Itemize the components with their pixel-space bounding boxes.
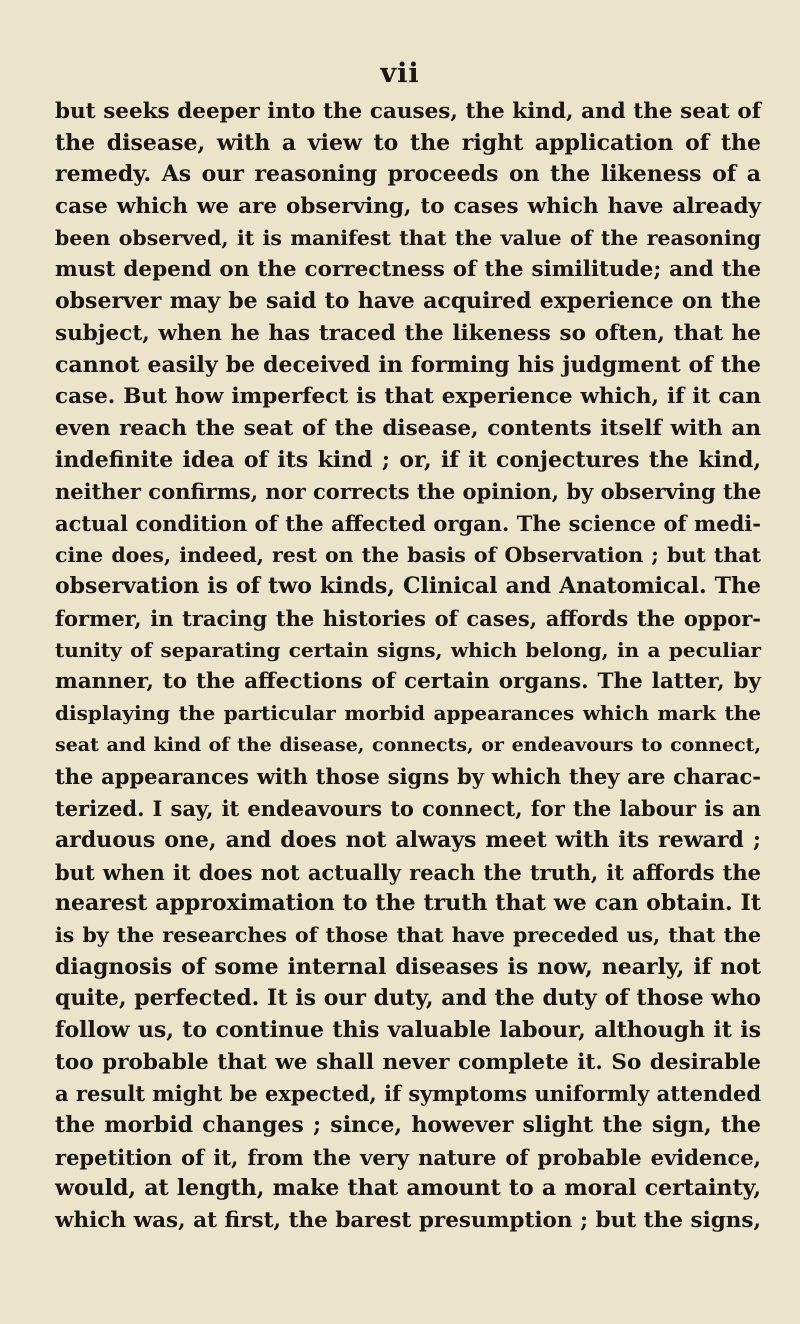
text-line: but seeks deeper into the causes, the kind, and the seat of bbox=[55, 99, 761, 124]
text-line: must depend on the correctness of the similitude; and the bbox=[55, 257, 761, 283]
text-line: nearest approximation to the truth that we can obtain. It bbox=[55, 890, 761, 917]
text-line: would, at length, make that amount to a moral certainty, bbox=[55, 1175, 761, 1202]
text-line: cannot easily be deceived in forming his judgment of the bbox=[55, 351, 761, 378]
text-line: quite, perfected. It is our duty, and the duty of those who bbox=[55, 985, 761, 1012]
text-line: is by the researches of those that have preceded us, that the bbox=[55, 922, 761, 947]
page-number: vii bbox=[380, 58, 420, 89]
text-line: former, in tracing the histories of cases, affords the oppor- bbox=[55, 606, 761, 631]
text-line: case. But how imperfect is that experience which, if it can bbox=[55, 384, 761, 410]
text-line: been observed, it is manifest that the value of the reasoning bbox=[55, 225, 761, 250]
text-line: a result might be expected, if symptoms uniformly attended bbox=[55, 1081, 762, 1107]
text-line: subject, when he has traced the likeness so often, that he bbox=[55, 320, 761, 346]
text-line: neither confirms, nor corrects the opinion, by observing the bbox=[55, 479, 762, 505]
text-line: indefinite idea of its kind ; or, if it conjectures the kind, bbox=[55, 446, 761, 473]
text-line: actual condition of the affected organ. The science of medi- bbox=[55, 510, 761, 536]
text-line: diagnosis of some internal diseases is now, nearly, if not bbox=[55, 953, 761, 980]
text-line: the appearances with those signs by which they are charac- bbox=[55, 764, 761, 790]
text-line: but when it does not actually reach the truth, it affords the bbox=[55, 859, 761, 885]
text-line: seat and kind of the disease, connects, or endeavours to connect, bbox=[55, 733, 761, 756]
text-line: even reach the seat of the disease, contents itself with an bbox=[55, 415, 761, 441]
text-line: arduous one, and does not always meet with its reward ; bbox=[55, 826, 761, 853]
text-line: observer may be said to have acquired experience on the bbox=[55, 288, 761, 315]
text-line: displaying the particular morbid appearances which mark the bbox=[55, 701, 761, 726]
text-line: tunity of separating certain signs, which belong, in a peculiar bbox=[55, 637, 761, 662]
text-line: repetition of it, from the very nature of probable evidence, bbox=[55, 1144, 761, 1170]
text-line: too probable that we shall never complete it. So desirable bbox=[55, 1049, 761, 1075]
text-line: follow us, to continue this valuable labour, although it is bbox=[55, 1016, 761, 1043]
text-line: the morbid changes ; since, however slight the sign, the bbox=[55, 1112, 761, 1138]
text-line: which was, at first, the barest presumption ; but the signs, bbox=[55, 1208, 761, 1234]
text-line: manner, to the affections of certain organs. The latter, by bbox=[55, 669, 761, 695]
text-line: case which we are observing, to cases which have already bbox=[55, 194, 761, 220]
text-line: the disease, with a view to the right application of the bbox=[55, 129, 761, 156]
text-line: observation is of two kinds, Clinical and Anatomical. The bbox=[55, 573, 761, 600]
text-line: remedy. As our reasoning proceeds on the likeness of a bbox=[55, 161, 761, 188]
text-line: cine does, indeed, rest on the basis of Observation ; but that bbox=[55, 542, 761, 567]
body-text bbox=[55, 96, 761, 1237]
text-line: terized. I say, it endeavours to connect, for the labour is an bbox=[55, 796, 761, 822]
